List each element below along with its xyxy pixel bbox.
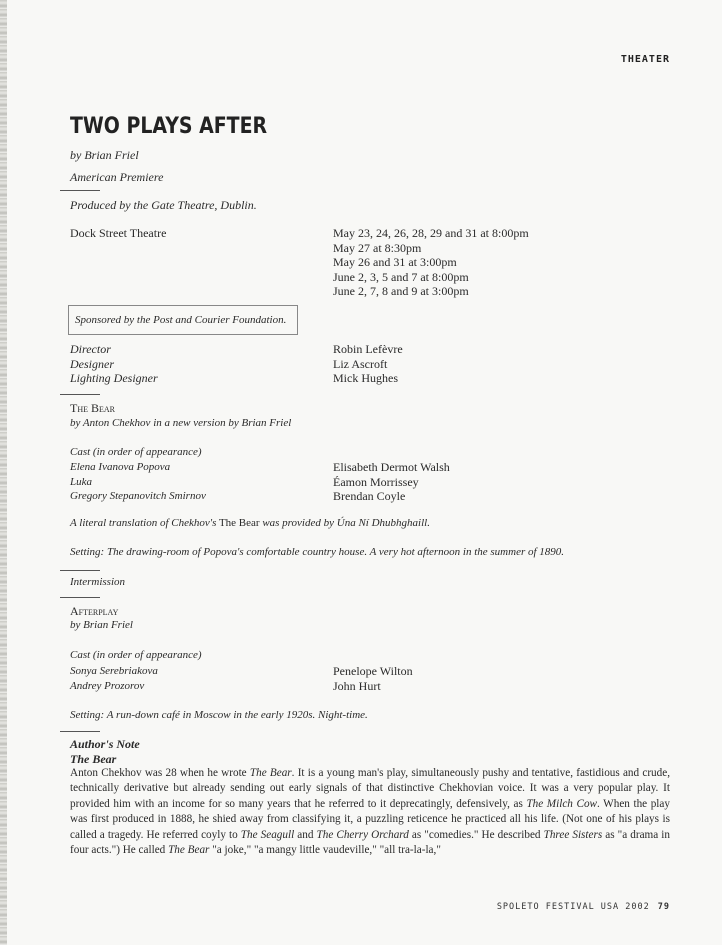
cast-role: Sonya Serebriakova	[70, 665, 158, 677]
credit-name: Mick Hughes	[333, 371, 398, 385]
festival-name: SPOLETO FESTIVAL USA 2002	[496, 902, 650, 912]
cast-name: Brendan Coyle	[333, 489, 406, 503]
credit-name: Robin Lefèvre	[333, 342, 403, 356]
cast-role: Luka	[70, 475, 92, 488]
translation-credit: A literal translation of Chekhov's The Bear was provided by Úna Ní Dhubhghaill.	[70, 517, 430, 529]
page-footer	[480, 902, 670, 912]
credit-role: Lighting Designer	[70, 371, 158, 385]
cast-role: Gregory Stepanovitch Smirnov	[70, 490, 206, 502]
sponsor-text: Sponsored by the Post and Courier Foundation.	[75, 314, 287, 326]
credit-names	[333, 342, 403, 386]
cast-name: Éamon Morrissey	[333, 474, 419, 489]
play2-cast-heading: Cast (in order of appearance)	[70, 649, 202, 661]
premiere-note: American Premiere	[70, 170, 164, 184]
page-title: TWO PLAYS AFTER	[70, 114, 268, 139]
page-number: 79	[657, 902, 670, 912]
authors-note-heading: Author's Note	[70, 737, 140, 751]
play1-cast-names	[333, 460, 450, 504]
play1-subtitle: by Anton Chekhov in a new version by Brian Friel	[70, 417, 292, 429]
cast-role: Andrey Prozorov	[70, 679, 145, 692]
schedule-line: May 26 and 31 at 3:00pm	[333, 255, 457, 269]
divider	[60, 570, 100, 571]
credit-roles	[70, 342, 158, 386]
schedule-line: June 2, 7, 8 and 9 at 3:00pm	[333, 284, 469, 298]
divider	[60, 731, 100, 732]
cast-role: Elena Ivanova Popova	[70, 461, 171, 473]
section-label: THEATER	[620, 54, 670, 65]
cast-name: Penelope Wilton	[333, 664, 413, 678]
play2-title: Afterplay	[70, 604, 119, 618]
play2-cast-names	[333, 664, 413, 693]
play1-cast-roles	[70, 460, 206, 504]
cast-name: Elisabeth Dermot Walsh	[333, 460, 450, 474]
credit-role: Designer	[70, 356, 114, 371]
authors-note-subheading: The Bear	[70, 752, 117, 766]
divider	[60, 394, 100, 395]
schedule-line: May 23, 24, 26, 28, 29 and 31 at 8:00pm	[333, 226, 529, 240]
play2-setting: Setting: A run-down café in Moscow in the early 1920s. Night-time.	[70, 709, 368, 721]
cast-name: John Hurt	[333, 678, 381, 693]
venue: Dock Street Theatre	[70, 226, 167, 240]
divider	[60, 597, 100, 598]
credit-name: Liz Ascroft	[333, 356, 388, 371]
play1-setting: Setting: The drawing-room of Popova's comfortable country house. A very hot afternoon in the summer of 1890.	[70, 546, 565, 558]
play1-cast-heading: Cast (in order of appearance)	[70, 446, 202, 458]
produced-by: Produced by the Gate Theatre, Dublin.	[70, 198, 257, 212]
binding-edge	[0, 0, 7, 945]
schedule	[333, 226, 529, 299]
play2-subtitle: by Brian Friel	[70, 619, 133, 631]
schedule-line: May 27 at 8:30pm	[333, 240, 422, 255]
schedule-line: June 2, 3, 5 and 7 at 8:00pm	[333, 269, 469, 284]
play2-cast-roles	[70, 664, 158, 693]
play1-title: The Bear	[70, 401, 115, 415]
byline: by Brian Friel	[70, 148, 139, 162]
sponsor-box	[68, 305, 298, 335]
divider	[60, 190, 100, 191]
intermission: Intermission	[70, 576, 125, 588]
authors-note-body: Anton Chekhov was 28 when he wrote The Bear. It is a young man's play, simultaneously pushy and tentative, fastidious and crude, technically derivative but already sending out early signals of that distinctive Chekhovian voice. It was a very popular play. It provided him with an income for so many years that he referred to it deprecatingly, defensively, as The Milch Cow. When the play was first produced in 1888, he shied away from classifying it, a puzzling reticence he practiced all his life. (Not one of his plays is called a tragedy. He referred coyly to The Seagull and The Cherry Orchard as "comedies." He described Three Sisters as "a drama in four acts.") He called The Bear "a joke," "a mangy little vaudeville," "all tra-la-la,"	[70, 767, 671, 857]
credit-role: Director	[70, 342, 111, 356]
